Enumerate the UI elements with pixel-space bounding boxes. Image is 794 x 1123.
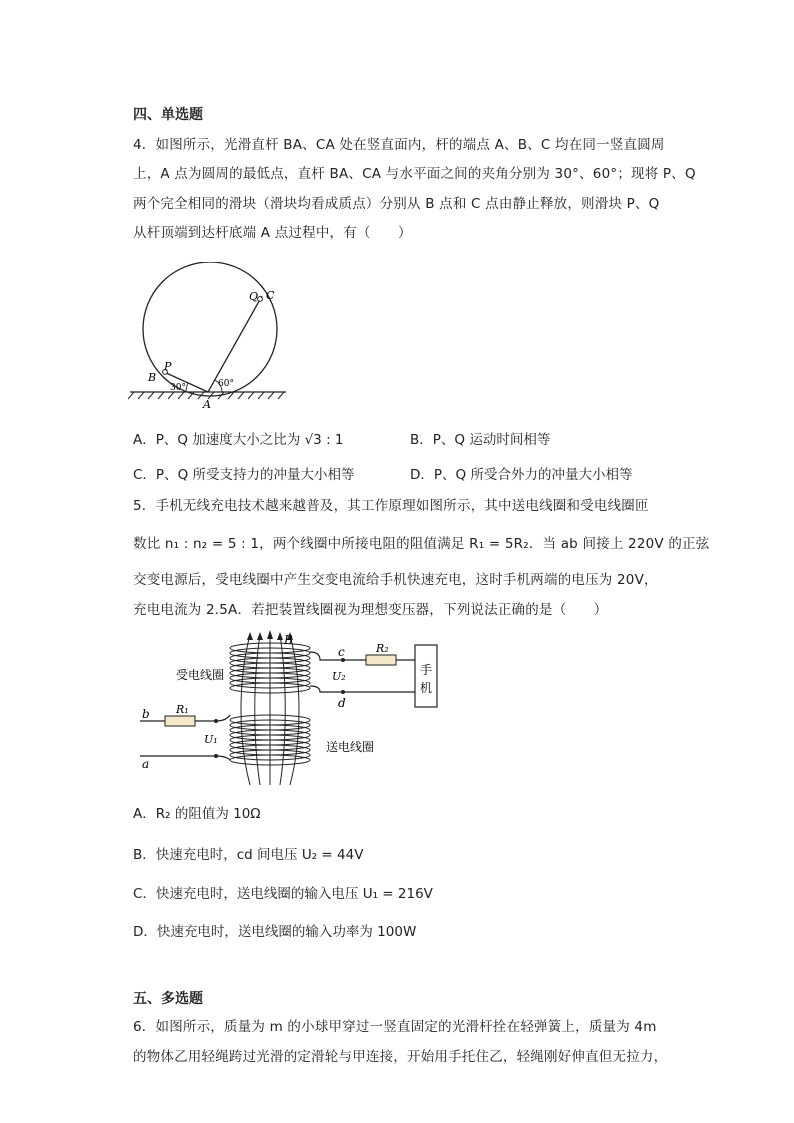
resistor-r1 [165, 716, 195, 726]
label-q: Q [249, 290, 259, 303]
q4-circle-figure [128, 262, 293, 410]
label-phone-2: 机 [420, 681, 433, 695]
label-p: P [164, 360, 172, 373]
section-title-multi-choice: 五、多选题 [133, 991, 203, 1007]
q5-line-2: 数比 n₁ : n₂ = 5 : 1，两个线圈中所接电阻的阻值满足 R₁ = 5R₂．当 ab 间接上 220V 的正弦 [133, 536, 710, 552]
q5-line-1: 5．手机无线充电技术越来越普及，其工作原理如图所示，其中送电线圈和受电线圈匝 [133, 498, 649, 514]
label-b: B [148, 371, 157, 384]
terminal-u1-bottom [214, 754, 218, 758]
label-send-coil: 送电线圈 [326, 740, 375, 754]
label-field-b: B [284, 633, 293, 647]
label-a: A [203, 398, 211, 410]
q5-option-d: D．快速充电时，送电线圈的输入功率为 100W [133, 924, 417, 940]
q5-coil-figure [138, 630, 443, 790]
label-c: c [338, 645, 345, 659]
label-c: C [266, 289, 275, 302]
slider-q [258, 297, 263, 302]
q4-line-4: 从杆顶端到达杆底端 A 点过程中，有（ ） [133, 225, 412, 241]
label-r2: R₂ [376, 642, 389, 655]
label-u2: U₂ [332, 670, 346, 683]
q6-line-1: 6．如图所示，质量为 m 的小球甲穿过一竖直固定的光滑杆拴在轻弹簧上，质量为 4m [133, 1019, 657, 1035]
label-u1: U₁ [204, 733, 218, 746]
label-angle-60: 60° [218, 379, 234, 389]
q4-line-2: 上，A 点为圆周的最低点，直杆 BA、CA 与水平面之间的夹角分别为 30°、60°；现将 P、Q [133, 166, 696, 182]
q4-option-c: C．P、Q 所受支持力的冲量大小相等 [133, 467, 355, 483]
q5-option-c: C．快速充电时，送电线圈的输入电压 U₁ = 216V [133, 886, 433, 902]
angle-arc-30 [186, 383, 188, 392]
label-receive-coil: 受电线圈 [176, 668, 225, 682]
section-title-single-choice: 四、单选题 [133, 107, 203, 123]
label-b: b [142, 707, 150, 721]
label-a: a [142, 757, 150, 771]
label-phone-1: 手 [420, 663, 433, 677]
rod-ca [208, 296, 262, 392]
terminal-d [341, 690, 345, 694]
terminal-u1-top [214, 719, 218, 723]
q4-option-b: B．P、Q 运动时间相等 [410, 432, 551, 448]
q4-line-3: 两个完全相同的滑块（滑块均看成质点）分别从 B 点和 C 点由静止释放，则滑块 P、Q [133, 196, 660, 212]
q4-line-1: 4．如图所示，光滑直杆 BA、CA 处在竖直面内，杆的端点 A、B、C 均在同一竖直圆周 [133, 137, 665, 153]
label-d: d [338, 696, 346, 710]
secondary-wires [310, 652, 415, 692]
q5-line-3: 交变电源后，受电线圈中产生交变电流给手机快速充电，这时手机两端的电压为 20V， [133, 572, 658, 588]
q5-option-a: A．R₂ 的阻值为 10Ω [133, 806, 261, 822]
label-r1: R₁ [176, 703, 189, 716]
q6-line-2: 的物体乙用轻绳跨过光滑的定滑轮与甲连接，开始用手托住乙，轻绳刚好伸直但无拉力， [133, 1049, 668, 1065]
resistor-r2 [366, 655, 396, 665]
vertical-circle [143, 262, 277, 396]
label-angle-30: 30° [170, 383, 186, 393]
q4-option-d: D．P、Q 所受合外力的冲量大小相等 [410, 467, 633, 483]
q4-option-a: A．P、Q 加速度大小之比为 √3 : 1 [133, 432, 344, 448]
q5-line-4: 充电电流为 2.5A．若把装置线圈视为理想变压器，下列说法正确的是（ ） [133, 602, 608, 618]
q5-option-b: B．快速充电时，cd 间电压 U₂ = 44V [133, 847, 364, 863]
